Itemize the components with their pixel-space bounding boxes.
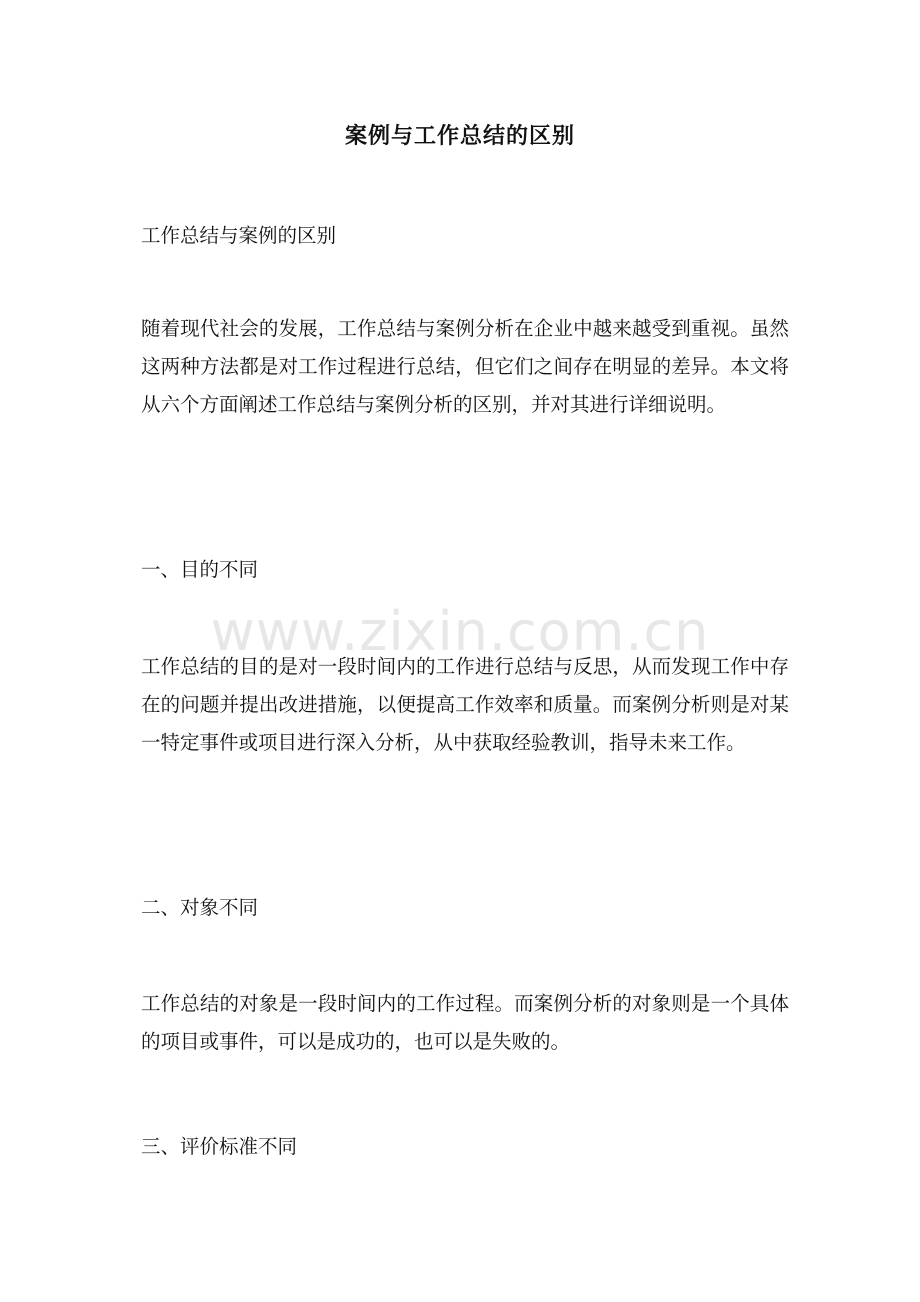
document-subtitle: 工作总结与案例的区别: [141, 224, 337, 247]
section-heading-purpose: 一、目的不同: [141, 558, 259, 581]
section-heading-criteria: 三、评价标准不同: [141, 1135, 298, 1158]
section-body-object: 工作总结的对象是一段时间内的工作过程。而案例分析的对象则是一个具体的项目或事件，可以是成功的，也可以是失败的。: [141, 992, 789, 1053]
section-heading-object: 二、对象不同: [141, 896, 259, 919]
section-body-purpose: 工作总结的目的是对一段时间内的工作进行总结与反思，从而发现工作中存在的问题并提出改进措施，以便提高工作效率和质量。而案例分析则是对某一特定事件或项目进行深入分析，从中获取经验教训，指导未来工作。: [141, 655, 789, 754]
watermark: www.zixin.com.cn: [210, 600, 710, 663]
document-title: 案例与工作总结的区别: [344, 123, 575, 149]
intro-paragraph: 随着现代社会的发展，工作总结与案例分析在企业中越来越受到重视。虽然这两种方法都是对工作过程进行总结，但它们之间存在明显的差异。本文将从六个方面阐述工作总结与案例分析的区别，并对其进行详细说明。: [141, 317, 789, 416]
